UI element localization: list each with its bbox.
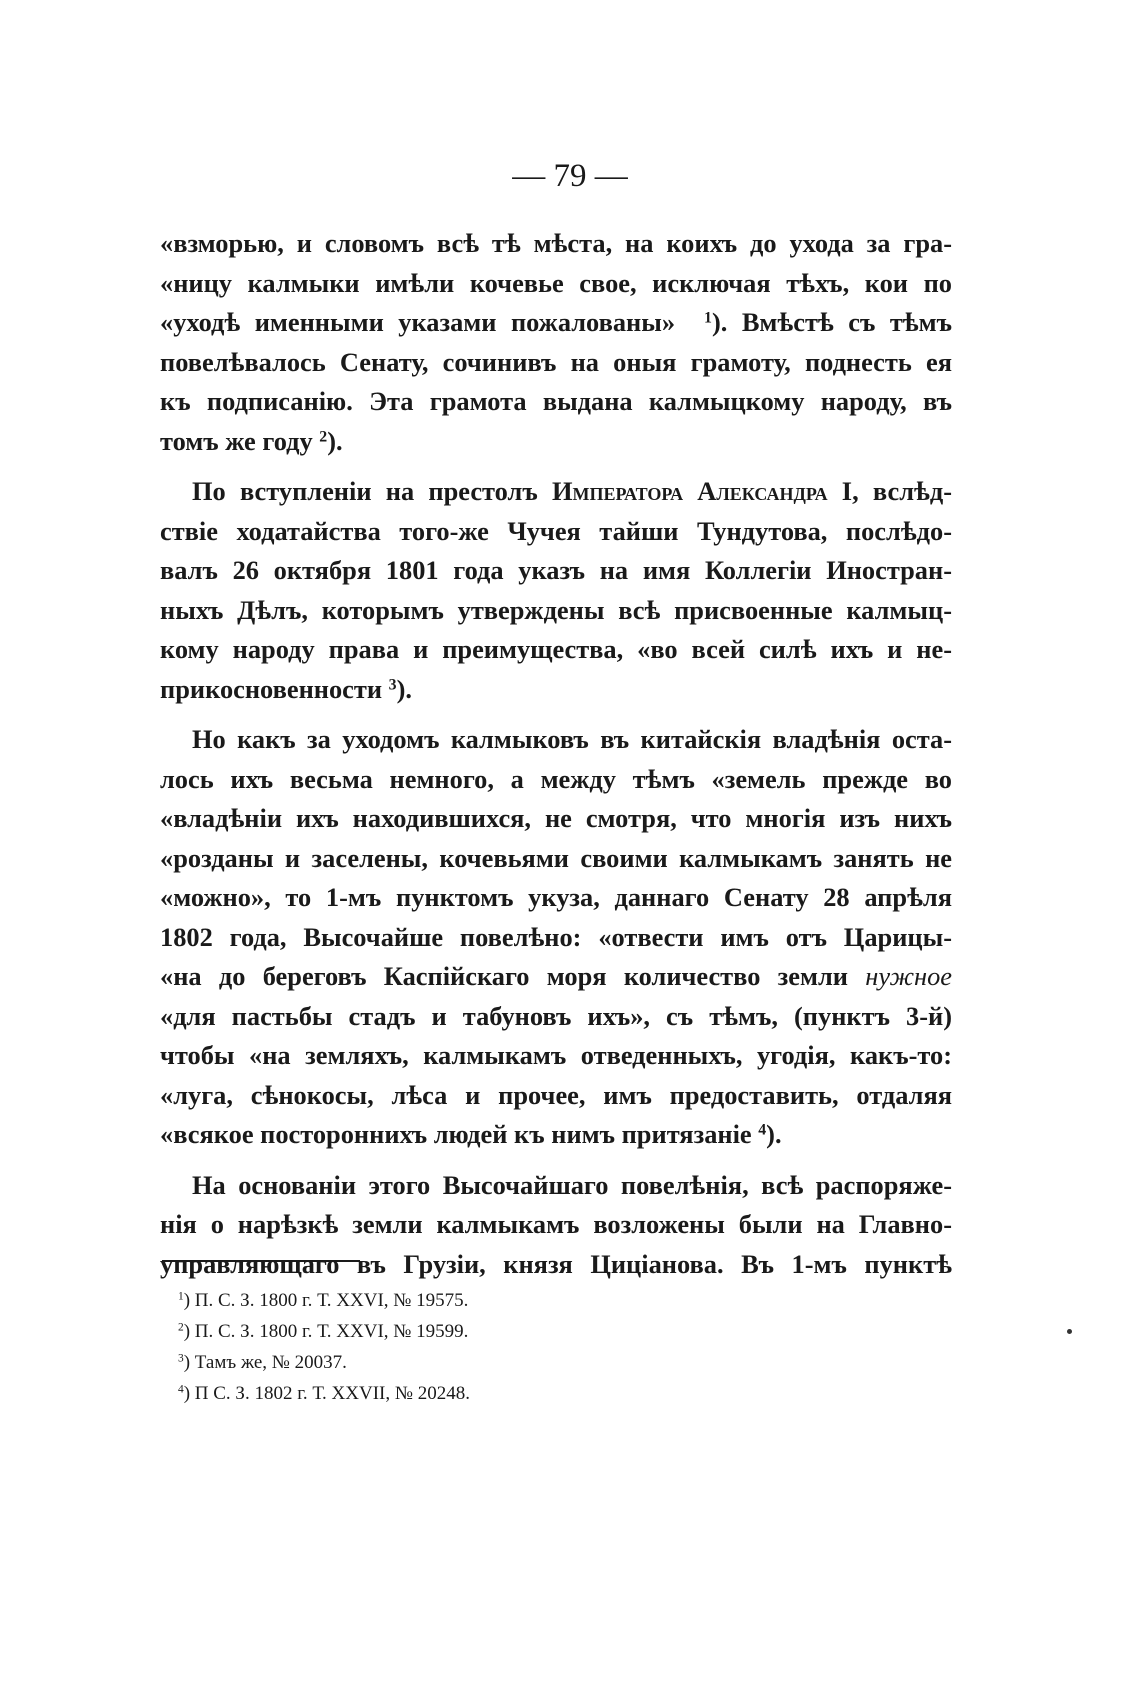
text-line: повелѣвалось Сенату, сочинивъ на оныя грамоту, поднесть ея (160, 346, 952, 377)
text-segment: ). (327, 425, 343, 456)
footnote (178, 1378, 470, 1409)
text-line (160, 670, 952, 710)
text-line: «владѣніи ихъ находившихся, не смотря, что многія изъ нихъ (160, 803, 952, 833)
text-line: нія о нарѣзкѣ земли калмыкамъ возложены были на Главно- (160, 1209, 952, 1239)
text-line: кому народу права и преимущества, «во всей силѣ ихъ и не- (160, 634, 952, 664)
text-line: «розданы и заселены, кочевьями своими калмыкамъ занять не (160, 842, 952, 873)
text-line (160, 957, 952, 997)
footnote-mark: 3 (178, 1352, 184, 1365)
text-line: лось ихъ весьма немного, а между тѣмъ «земель прежде во (160, 763, 952, 794)
text-line: «для пастьбы стадъ и табуновъ ихъ», съ тѣмъ, (пунктъ 3-й) (160, 1000, 952, 1031)
paragraph-4 (160, 1166, 952, 1285)
footnote (178, 1285, 470, 1316)
text-segment: , вслѣд- (852, 476, 952, 506)
text-line (160, 422, 952, 462)
text-segment: ). (766, 1119, 782, 1149)
text-segment: ). Вмѣстѣ съ тѣмъ (711, 307, 952, 337)
text-line: ныхъ Дѣлъ, которымъ утверждены всѣ присвоенные калмыц- (160, 594, 952, 625)
paragraph-1 (160, 224, 952, 461)
footnote-separator (162, 1260, 360, 1262)
footnote-mark: 4 (178, 1383, 184, 1396)
footnotes (178, 1285, 470, 1409)
text-line: чтобы «на земляхъ, калмыкамъ отведенныхъ, угодія, какъ-то: (160, 1040, 952, 1070)
text-line: Но какъ за уходомъ калмыковъ въ китайскія владѣнія оста- (192, 724, 952, 754)
text-line: ствіе ходатайства того-же Чучея тайши Тундутова, послѣдо- (160, 515, 952, 546)
text-line: «луга, сѣнокосы, лѣса и прочее, имъ предоставить, отдаляя (160, 1079, 952, 1110)
scan-speck (1067, 1329, 1072, 1334)
text-segment: томъ же году (160, 425, 313, 456)
text-segment: «уходѣ именными указами пожалованы» (160, 307, 676, 337)
text-segment: прикосновенности (160, 673, 383, 704)
emperor-name: Императора Александра I (551, 476, 853, 506)
footnote-ref: 1 (704, 309, 712, 327)
text-line (160, 472, 952, 512)
text-line: 1802 года, Высочайше повелѣно: «отвести имъ отъ Царицы- (160, 921, 952, 952)
text-line: къ подписанію. Эта грамота выдана калмыцкому народу, въ (160, 386, 952, 416)
text-segment: ). (396, 673, 412, 704)
body-text (160, 224, 952, 1284)
italic-word: нужное (865, 961, 952, 991)
text-line: На основаніи этого Высочайшаго повелѣнія, всѣ распоряже- (192, 1169, 952, 1200)
footnote-mark: 1 (178, 1290, 184, 1303)
text-segment: По вступленіи на престолъ (192, 476, 538, 506)
footnote-ref: 4 (758, 1121, 767, 1139)
paragraph-3 (160, 720, 952, 1155)
footnote-text: ) П. С. З. 1800 г. Т. XXVI, № 19575. (183, 1290, 469, 1311)
footnote-ref: 2 (319, 427, 328, 445)
paragraph-2 (160, 472, 952, 709)
footnote-text: ) Тамъ же, № 20037. (183, 1352, 347, 1373)
footnote (178, 1347, 470, 1378)
footnote-text: ) П. С. З. 1800 г. Т. XXVI, № 19599. (183, 1321, 469, 1342)
text-line: «можно», то 1-мъ пунктомъ укуза, даннаго Сенату 28 апрѣля (160, 882, 952, 912)
footnote-mark: 2 (178, 1321, 184, 1334)
text-segment: «всякое постороннихъ людей къ нимъ притязаніе (160, 1119, 752, 1149)
text-line (160, 1115, 952, 1155)
text-line: управляющаго въ Грузіи, князя Цицiанова. Въ 1-мъ пунктѣ (160, 1248, 952, 1279)
footnote-text: ) П С. З. 1802 г. Т. XXVII, № 20248. (183, 1383, 470, 1404)
text-line: «взморью, и словомъ всѣ тѣ мѣста, на коихъ до ухода за гра- (160, 228, 952, 258)
footnote (178, 1316, 470, 1347)
text-line: «ницу калмыки имѣли кочевье свое, исключая тѣхъ, кои по (160, 267, 952, 298)
page-number: — 79 — (512, 158, 628, 194)
text-segment: «на до береговъ Каспійскаго моря количество земли (160, 961, 848, 991)
text-line: валъ 26 октября 1801 года указъ на имя Коллегіи Иностран- (160, 555, 952, 585)
footnote-ref: 3 (388, 675, 397, 693)
text-line (160, 303, 952, 343)
